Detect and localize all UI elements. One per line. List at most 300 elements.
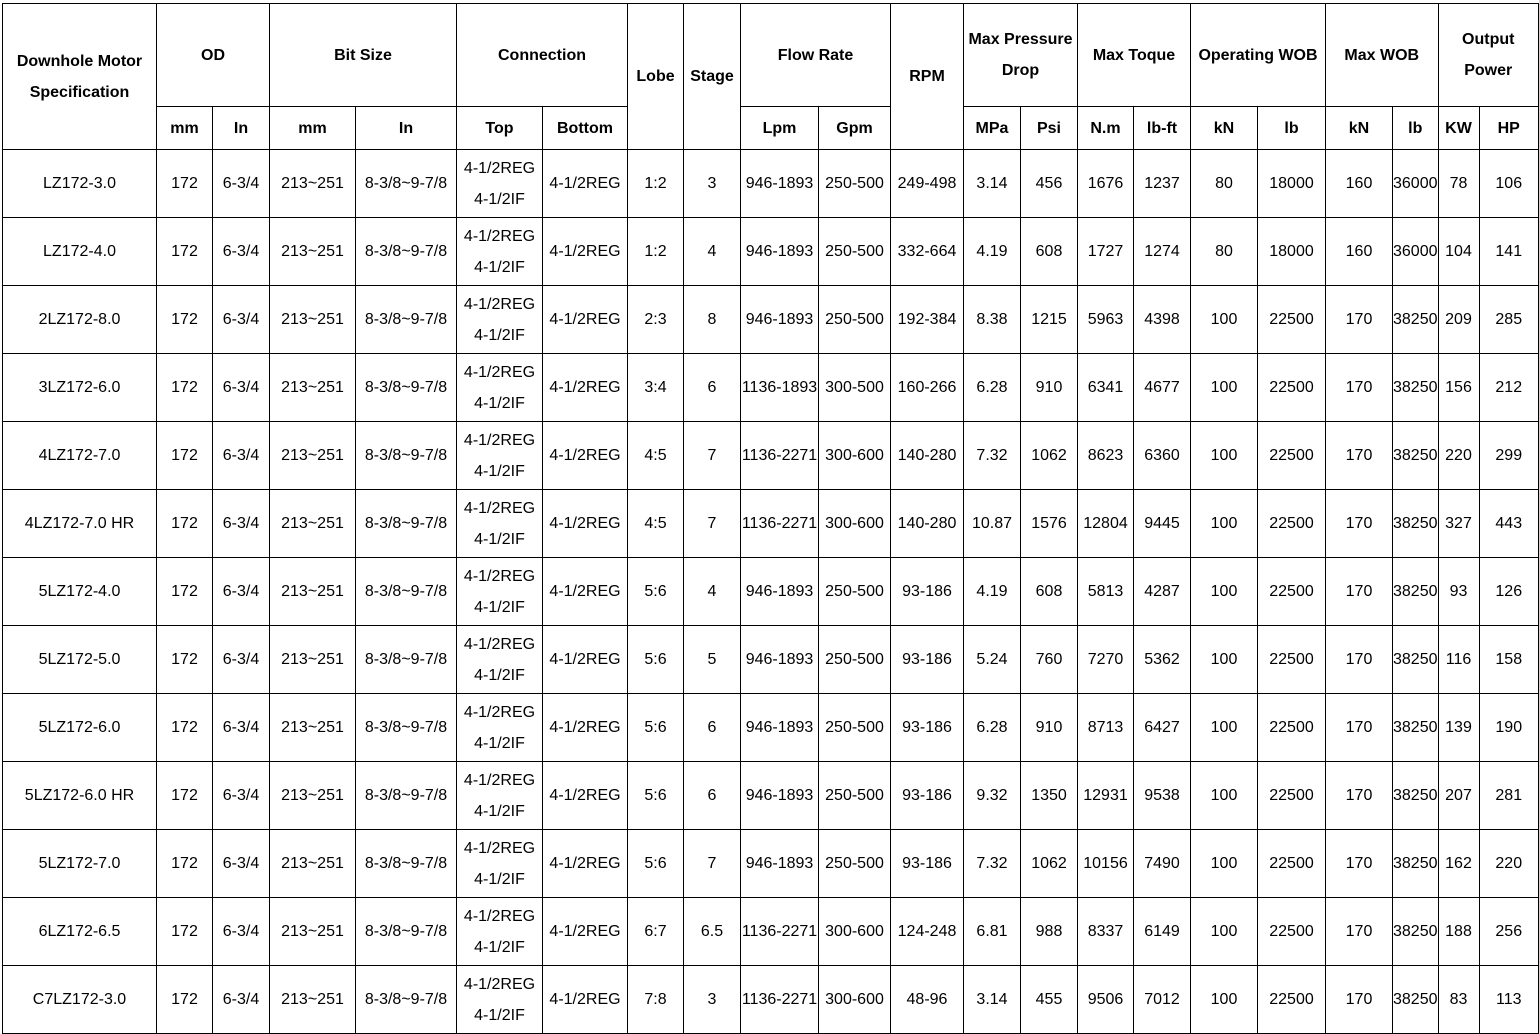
cell-od-mm: 172	[157, 286, 213, 354]
cell-kw: 188	[1438, 898, 1479, 966]
subheader-lbft: lb-ft	[1134, 107, 1191, 150]
cell-max-kn: 170	[1326, 286, 1393, 354]
cell-lobe: 7:8	[628, 966, 684, 1034]
cell-op-kn: 100	[1191, 422, 1258, 490]
cell-rpm: 93-186	[891, 626, 964, 694]
cell-stage: 7	[684, 830, 741, 898]
cell-max-kn: 170	[1326, 490, 1393, 558]
cell-top-1: 4-1/2REG	[463, 567, 536, 585]
cell-bit-in: 8-3/8~9-7/8	[356, 626, 457, 694]
subheader-op-kn: kN	[1191, 107, 1258, 150]
cell-psi: 455	[1021, 966, 1078, 1034]
cell-nm: 1727	[1078, 218, 1134, 286]
subheader-max-lb: lb	[1393, 107, 1439, 150]
cell-mpa: 6.28	[964, 694, 1021, 762]
cell-bit-in: 8-3/8~9-7/8	[356, 490, 457, 558]
cell-max-lb: 38250	[1393, 694, 1439, 762]
cell-psi: 1350	[1021, 762, 1078, 830]
cell-gpm: 300-500	[819, 354, 891, 422]
table-row	[3, 966, 1539, 1034]
cell-top-1: 4-1/2REG	[463, 839, 536, 857]
cell-stage: 8	[684, 286, 741, 354]
cell-lbft: 7012	[1134, 966, 1191, 1034]
cell-mpa: 6.81	[964, 898, 1021, 966]
cell-top-2: 4-1/2IF	[474, 530, 525, 548]
cell-nm: 5813	[1078, 558, 1134, 626]
cell-kw: 162	[1438, 830, 1479, 898]
cell-top-1: 4-1/2REG	[463, 703, 536, 721]
table-row	[3, 626, 1539, 694]
cell-gpm: 300-600	[819, 966, 891, 1034]
cell-bottom: 4-1/2REG	[543, 218, 628, 286]
table-row	[3, 150, 1539, 218]
cell-psi: 608	[1021, 558, 1078, 626]
cell-op-lb: 22500	[1258, 558, 1326, 626]
cell-top-2: 4-1/2IF	[474, 666, 525, 684]
cell-op-lb: 18000	[1258, 150, 1326, 218]
cell-op-lb: 22500	[1258, 830, 1326, 898]
cell-bit-in: 8-3/8~9-7/8	[356, 150, 457, 218]
cell-stage: 6	[684, 762, 741, 830]
cell-bit-in: 8-3/8~9-7/8	[356, 898, 457, 966]
cell-max-lb: 38250	[1393, 966, 1439, 1034]
cell-od-in: 6-3/4	[213, 490, 270, 558]
cell-model: 5LZ172-6.0	[3, 694, 157, 762]
cell-max-lb: 38250	[1393, 626, 1439, 694]
cell-od-in: 6-3/4	[213, 218, 270, 286]
cell-lpm: 1136-2271	[741, 490, 819, 558]
cell-nm: 1676	[1078, 150, 1134, 218]
cell-lpm: 946-1893	[741, 626, 819, 694]
cell-od-in: 6-3/4	[213, 762, 270, 830]
cell-lpm: 1136-2271	[741, 966, 819, 1034]
cell-hp: 220	[1479, 830, 1539, 898]
cell-od-mm: 172	[157, 354, 213, 422]
cell-op-kn: 100	[1191, 626, 1258, 694]
cell-psi: 1215	[1021, 286, 1078, 354]
cell-od-in: 6-3/4	[213, 558, 270, 626]
cell-lpm: 1136-2271	[741, 422, 819, 490]
cell-bit-in: 8-3/8~9-7/8	[356, 966, 457, 1034]
cell-lobe: 6:7	[628, 898, 684, 966]
cell-stage: 4	[684, 558, 741, 626]
cell-bit-mm: 213~251	[270, 898, 356, 966]
cell-bottom: 4-1/2REG	[543, 286, 628, 354]
cell-od-in: 6-3/4	[213, 150, 270, 218]
cell-rpm: 160-266	[891, 354, 964, 422]
cell-od-in: 6-3/4	[213, 422, 270, 490]
subheader-hp: HP	[1479, 107, 1539, 150]
header-od: OD	[157, 4, 270, 107]
cell-op-lb: 22500	[1258, 286, 1326, 354]
cell-gpm: 300-600	[819, 490, 891, 558]
header-max-wob: Max WOB	[1326, 4, 1439, 107]
cell-top-2: 4-1/2IF	[474, 462, 525, 480]
cell-op-kn: 100	[1191, 694, 1258, 762]
cell-top-connection	[457, 694, 543, 762]
table-row	[3, 762, 1539, 830]
cell-gpm: 250-500	[819, 558, 891, 626]
cell-bit-mm: 213~251	[270, 218, 356, 286]
cell-hp: 285	[1479, 286, 1539, 354]
cell-model: 2LZ172-8.0	[3, 286, 157, 354]
cell-hp: 443	[1479, 490, 1539, 558]
cell-od-in: 6-3/4	[213, 626, 270, 694]
cell-od-mm: 172	[157, 422, 213, 490]
cell-lbft: 9538	[1134, 762, 1191, 830]
header-flow-rate: Flow Rate	[741, 4, 891, 107]
cell-rpm: 93-186	[891, 830, 964, 898]
header-row	[3, 4, 1539, 107]
cell-stage: 3	[684, 150, 741, 218]
cell-lbft: 7490	[1134, 830, 1191, 898]
cell-max-lb: 36000	[1393, 218, 1439, 286]
cell-mpa: 9.32	[964, 762, 1021, 830]
cell-top-1: 4-1/2REG	[463, 975, 536, 993]
cell-max-lb: 38250	[1393, 422, 1439, 490]
cell-gpm: 250-500	[819, 762, 891, 830]
cell-stage: 4	[684, 218, 741, 286]
cell-bit-in: 8-3/8~9-7/8	[356, 422, 457, 490]
subheader-kw: KW	[1438, 107, 1479, 150]
cell-max-lb: 38250	[1393, 490, 1439, 558]
cell-op-kn: 100	[1191, 762, 1258, 830]
cell-mpa: 10.87	[964, 490, 1021, 558]
cell-op-lb: 22500	[1258, 422, 1326, 490]
cell-kw: 327	[1438, 490, 1479, 558]
cell-lbft: 9445	[1134, 490, 1191, 558]
header-stage: Stage	[684, 4, 741, 150]
cell-bottom: 4-1/2REG	[543, 354, 628, 422]
cell-op-lb: 22500	[1258, 354, 1326, 422]
cell-nm: 9506	[1078, 966, 1134, 1034]
cell-rpm: 140-280	[891, 422, 964, 490]
cell-max-lb: 38250	[1393, 830, 1439, 898]
cell-nm: 7270	[1078, 626, 1134, 694]
table-row	[3, 830, 1539, 898]
cell-bottom: 4-1/2REG	[543, 490, 628, 558]
cell-top-2: 4-1/2IF	[474, 190, 525, 208]
cell-op-lb: 18000	[1258, 218, 1326, 286]
cell-rpm: 93-186	[891, 558, 964, 626]
cell-lobe: 5:6	[628, 830, 684, 898]
cell-op-kn: 100	[1191, 966, 1258, 1034]
table-row	[3, 694, 1539, 762]
cell-op-lb: 22500	[1258, 898, 1326, 966]
cell-top-connection	[457, 218, 543, 286]
subheader-lpm: Lpm	[741, 107, 819, 150]
cell-lpm: 946-1893	[741, 558, 819, 626]
cell-bottom: 4-1/2REG	[543, 626, 628, 694]
subheader-od-mm: mm	[157, 107, 213, 150]
cell-mpa: 8.38	[964, 286, 1021, 354]
cell-psi: 1576	[1021, 490, 1078, 558]
cell-op-kn: 80	[1191, 218, 1258, 286]
table-row	[3, 422, 1539, 490]
cell-gpm: 300-600	[819, 898, 891, 966]
cell-bit-mm: 213~251	[270, 762, 356, 830]
cell-lbft: 4398	[1134, 286, 1191, 354]
header-output-power: Output Power	[1438, 4, 1539, 107]
cell-kw: 207	[1438, 762, 1479, 830]
cell-top-1: 4-1/2REG	[463, 227, 536, 245]
cell-model: LZ172-3.0	[3, 150, 157, 218]
cell-op-lb: 22500	[1258, 762, 1326, 830]
cell-top-connection	[457, 422, 543, 490]
cell-top-connection	[457, 898, 543, 966]
cell-lbft: 4287	[1134, 558, 1191, 626]
cell-psi: 988	[1021, 898, 1078, 966]
cell-hp: 126	[1479, 558, 1539, 626]
cell-hp: 190	[1479, 694, 1539, 762]
cell-gpm: 300-600	[819, 422, 891, 490]
cell-nm: 6341	[1078, 354, 1134, 422]
cell-nm: 12804	[1078, 490, 1134, 558]
cell-bottom: 4-1/2REG	[543, 898, 628, 966]
cell-rpm: 192-384	[891, 286, 964, 354]
cell-rpm: 140-280	[891, 490, 964, 558]
cell-bottom: 4-1/2REG	[543, 966, 628, 1034]
cell-max-kn: 170	[1326, 966, 1393, 1034]
subheader-bit-mm: mm	[270, 107, 356, 150]
cell-top-2: 4-1/2IF	[474, 734, 525, 752]
cell-lobe: 5:6	[628, 626, 684, 694]
cell-max-kn: 170	[1326, 422, 1393, 490]
cell-lobe: 1:2	[628, 150, 684, 218]
cell-max-kn: 170	[1326, 830, 1393, 898]
cell-bit-mm: 213~251	[270, 150, 356, 218]
cell-psi: 910	[1021, 694, 1078, 762]
cell-top-connection	[457, 626, 543, 694]
cell-bit-in: 8-3/8~9-7/8	[356, 694, 457, 762]
cell-top-1: 4-1/2REG	[463, 431, 536, 449]
cell-max-lb: 38250	[1393, 762, 1439, 830]
cell-top-1: 4-1/2REG	[463, 159, 536, 177]
subheader-max-kn: kN	[1326, 107, 1393, 150]
cell-lpm: 946-1893	[741, 218, 819, 286]
cell-stage: 7	[684, 490, 741, 558]
subheader-top: Top	[457, 107, 543, 150]
cell-od-mm: 172	[157, 626, 213, 694]
cell-hp: 212	[1479, 354, 1539, 422]
subheader-bottom: Bottom	[543, 107, 628, 150]
cell-kw: 116	[1438, 626, 1479, 694]
cell-bit-in: 8-3/8~9-7/8	[356, 354, 457, 422]
cell-top-1: 4-1/2REG	[463, 295, 536, 313]
cell-model: LZ172-4.0	[3, 218, 157, 286]
cell-model: 6LZ172-6.5	[3, 898, 157, 966]
cell-top-2: 4-1/2IF	[474, 1006, 525, 1024]
cell-lobe: 5:6	[628, 558, 684, 626]
cell-top-2: 4-1/2IF	[474, 938, 525, 956]
table-row	[3, 898, 1539, 966]
cell-psi: 456	[1021, 150, 1078, 218]
cell-top-1: 4-1/2REG	[463, 499, 536, 517]
cell-bit-mm: 213~251	[270, 966, 356, 1034]
cell-kw: 83	[1438, 966, 1479, 1034]
motor-spec-table	[2, 3, 1539, 1034]
cell-rpm: 124-248	[891, 898, 964, 966]
cell-od-mm: 172	[157, 218, 213, 286]
header-connection: Connection	[457, 4, 628, 107]
table-row	[3, 286, 1539, 354]
cell-top-2: 4-1/2IF	[474, 802, 525, 820]
cell-od-in: 6-3/4	[213, 286, 270, 354]
cell-top-2: 4-1/2IF	[474, 394, 525, 412]
cell-lbft: 1237	[1134, 150, 1191, 218]
cell-lobe: 5:6	[628, 762, 684, 830]
cell-stage: 3	[684, 966, 741, 1034]
cell-op-kn: 80	[1191, 150, 1258, 218]
cell-max-kn: 170	[1326, 354, 1393, 422]
cell-top-2: 4-1/2IF	[474, 326, 525, 344]
cell-hp: 106	[1479, 150, 1539, 218]
cell-top-connection	[457, 558, 543, 626]
cell-model: 3LZ172-6.0	[3, 354, 157, 422]
cell-gpm: 250-500	[819, 286, 891, 354]
table-row	[3, 490, 1539, 558]
cell-lbft: 1274	[1134, 218, 1191, 286]
cell-rpm: 249-498	[891, 150, 964, 218]
subheader-mpa: MPa	[964, 107, 1021, 150]
cell-hp: 281	[1479, 762, 1539, 830]
cell-max-kn: 170	[1326, 626, 1393, 694]
cell-bit-mm: 213~251	[270, 490, 356, 558]
cell-nm: 12931	[1078, 762, 1134, 830]
cell-lbft: 6427	[1134, 694, 1191, 762]
cell-kw: 139	[1438, 694, 1479, 762]
cell-nm: 8337	[1078, 898, 1134, 966]
cell-bit-in: 8-3/8~9-7/8	[356, 762, 457, 830]
cell-top-connection	[457, 150, 543, 218]
cell-top-connection	[457, 762, 543, 830]
cell-gpm: 250-500	[819, 150, 891, 218]
table-body	[3, 150, 1539, 1034]
cell-model: 5LZ172-7.0	[3, 830, 157, 898]
cell-hp: 113	[1479, 966, 1539, 1034]
cell-top-connection	[457, 830, 543, 898]
cell-model: 4LZ172-7.0	[3, 422, 157, 490]
cell-gpm: 250-500	[819, 830, 891, 898]
cell-lpm: 1136-2271	[741, 898, 819, 966]
cell-od-in: 6-3/4	[213, 694, 270, 762]
cell-rpm: 48-96	[891, 966, 964, 1034]
cell-lbft: 5362	[1134, 626, 1191, 694]
cell-gpm: 250-500	[819, 694, 891, 762]
table-row	[3, 218, 1539, 286]
subheader-nm: N.m	[1078, 107, 1134, 150]
cell-kw: 156	[1438, 354, 1479, 422]
cell-top-1: 4-1/2REG	[463, 907, 536, 925]
cell-bit-in: 8-3/8~9-7/8	[356, 558, 457, 626]
cell-mpa: 4.19	[964, 218, 1021, 286]
cell-top-2: 4-1/2IF	[474, 598, 525, 616]
cell-op-kn: 100	[1191, 354, 1258, 422]
cell-psi: 1062	[1021, 422, 1078, 490]
cell-op-kn: 100	[1191, 830, 1258, 898]
cell-lpm: 946-1893	[741, 694, 819, 762]
cell-lobe: 5:6	[628, 694, 684, 762]
cell-lpm: 946-1893	[741, 150, 819, 218]
table-row	[3, 558, 1539, 626]
cell-bit-mm: 213~251	[270, 422, 356, 490]
cell-bit-mm: 213~251	[270, 558, 356, 626]
cell-mpa: 7.32	[964, 830, 1021, 898]
cell-bottom: 4-1/2REG	[543, 422, 628, 490]
cell-top-1: 4-1/2REG	[463, 771, 536, 789]
cell-model: C7LZ172-3.0	[3, 966, 157, 1034]
cell-bit-in: 8-3/8~9-7/8	[356, 218, 457, 286]
cell-top-connection	[457, 354, 543, 422]
cell-bit-mm: 213~251	[270, 286, 356, 354]
cell-stage: 6	[684, 354, 741, 422]
cell-od-in: 6-3/4	[213, 830, 270, 898]
cell-kw: 93	[1438, 558, 1479, 626]
cell-model: 5LZ172-4.0	[3, 558, 157, 626]
cell-stage: 5	[684, 626, 741, 694]
cell-lpm: 946-1893	[741, 762, 819, 830]
cell-model: 4LZ172-7.0 HR	[3, 490, 157, 558]
cell-od-mm: 172	[157, 762, 213, 830]
cell-lobe: 4:5	[628, 422, 684, 490]
cell-gpm: 250-500	[819, 626, 891, 694]
header-max-pressure-drop: Max Pressure Drop	[964, 4, 1078, 107]
subheader-od-in: In	[213, 107, 270, 150]
cell-psi: 1062	[1021, 830, 1078, 898]
cell-max-kn: 170	[1326, 558, 1393, 626]
header-max-toque: Max Toque	[1078, 4, 1191, 107]
header-rpm: RPM	[891, 4, 964, 150]
cell-od-mm: 172	[157, 150, 213, 218]
cell-hp: 141	[1479, 218, 1539, 286]
cell-gpm: 250-500	[819, 218, 891, 286]
cell-rpm: 93-186	[891, 694, 964, 762]
cell-bit-mm: 213~251	[270, 626, 356, 694]
cell-od-in: 6-3/4	[213, 966, 270, 1034]
cell-hp: 256	[1479, 898, 1539, 966]
cell-op-kn: 100	[1191, 490, 1258, 558]
cell-top-2: 4-1/2IF	[474, 870, 525, 888]
cell-max-lb: 38250	[1393, 558, 1439, 626]
cell-nm: 5963	[1078, 286, 1134, 354]
cell-nm: 8713	[1078, 694, 1134, 762]
cell-max-kn: 170	[1326, 762, 1393, 830]
cell-top-2: 4-1/2IF	[474, 258, 525, 276]
header-operating-wob: Operating WOB	[1191, 4, 1326, 107]
cell-stage: 6	[684, 694, 741, 762]
cell-op-lb: 22500	[1258, 490, 1326, 558]
cell-max-kn: 170	[1326, 898, 1393, 966]
cell-bit-in: 8-3/8~9-7/8	[356, 286, 457, 354]
cell-od-mm: 172	[157, 694, 213, 762]
cell-top-1: 4-1/2REG	[463, 635, 536, 653]
cell-kw: 220	[1438, 422, 1479, 490]
cell-od-mm: 172	[157, 490, 213, 558]
cell-stage: 7	[684, 422, 741, 490]
cell-lobe: 1:2	[628, 218, 684, 286]
cell-bottom: 4-1/2REG	[543, 150, 628, 218]
cell-rpm: 332-664	[891, 218, 964, 286]
cell-hp: 158	[1479, 626, 1539, 694]
cell-lbft: 4677	[1134, 354, 1191, 422]
cell-mpa: 3.14	[964, 966, 1021, 1034]
cell-top-connection	[457, 286, 543, 354]
cell-bottom: 4-1/2REG	[543, 762, 628, 830]
cell-lbft: 6360	[1134, 422, 1191, 490]
subheader-row	[3, 107, 1539, 150]
cell-psi: 760	[1021, 626, 1078, 694]
header-bit-size: Bit Size	[270, 4, 457, 107]
